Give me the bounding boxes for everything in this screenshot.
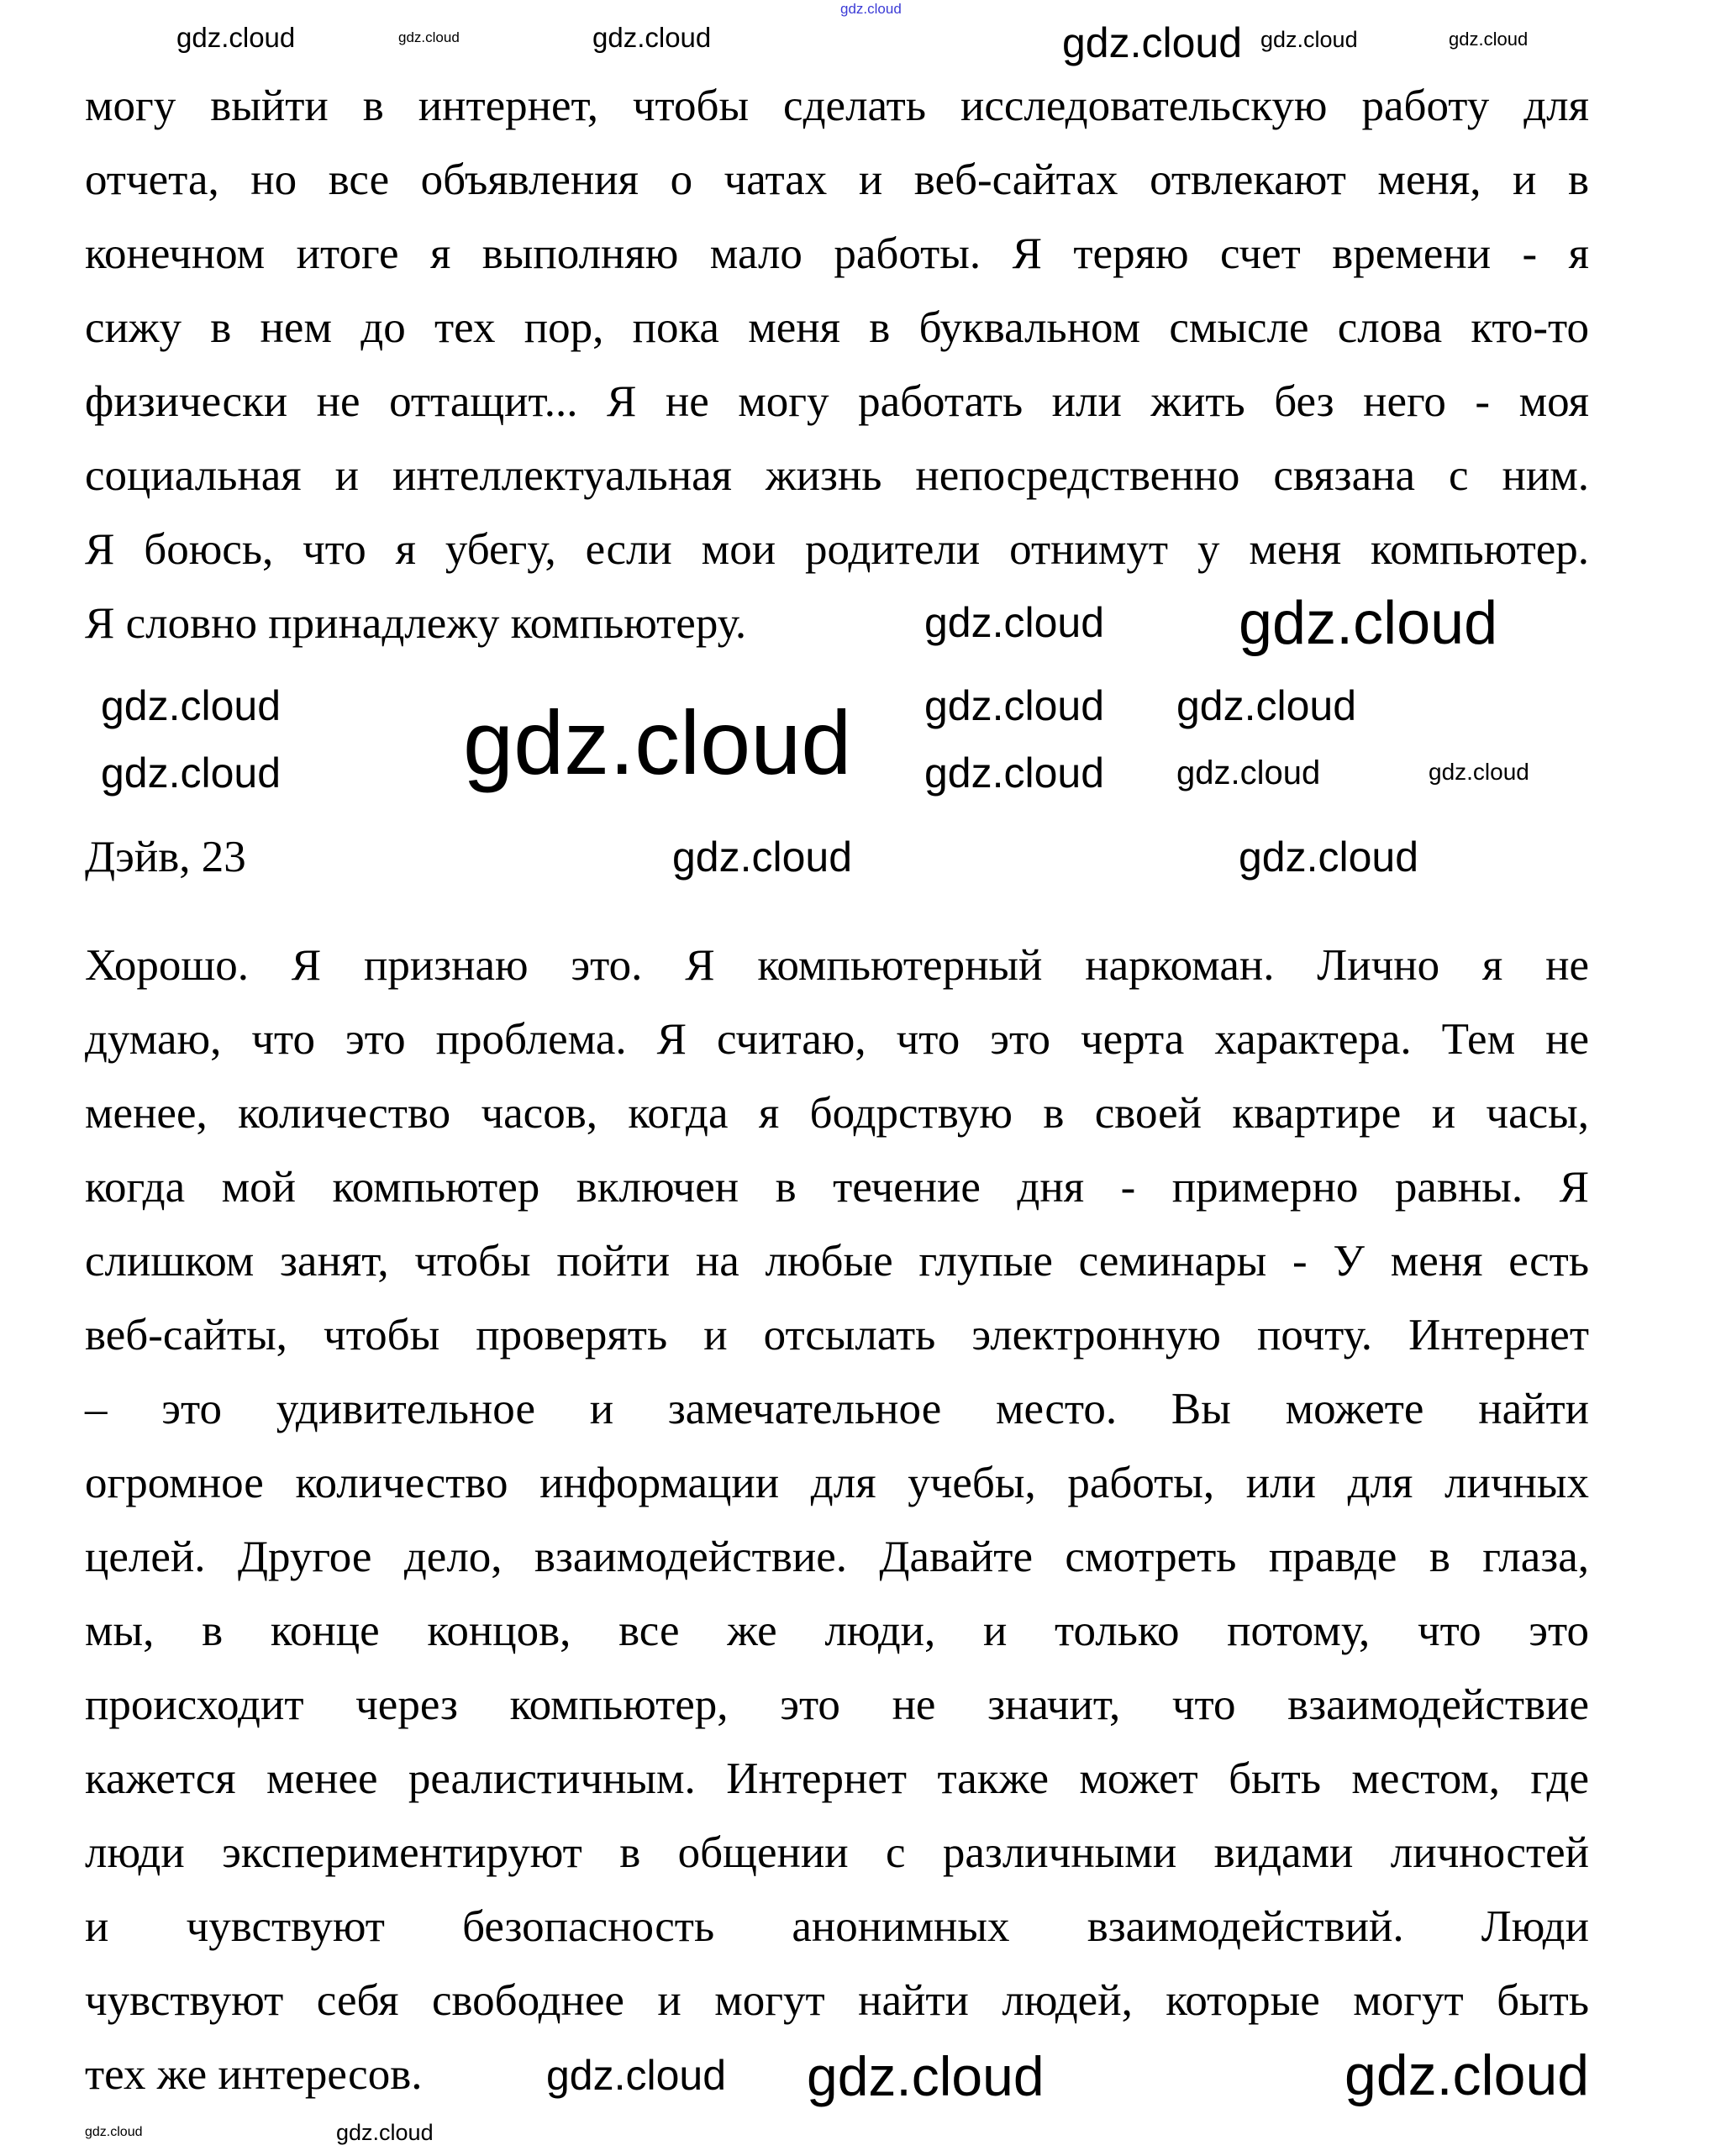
text-line: думаю, что это проблема. Я считаю, что это черта характера. Тем не (85, 1015, 1589, 1064)
watermark: gdz.cloud (101, 749, 282, 797)
watermark: gdz.cloud (807, 2045, 1045, 2107)
text-line: люди экспериментируют в общении с различными видами личностей (85, 1828, 1589, 1877)
watermark: gdz.cloud (924, 599, 1105, 646)
watermark: gdz.cloud (546, 2052, 727, 2099)
text-line: веб-сайты, чтобы проверять и отсылать электронную почту. Интернет (85, 1311, 1589, 1359)
text-line: огромное количество информации для учебы, работы, или для личных (85, 1459, 1589, 1507)
text-line: слишком занят, чтобы пойти на любые глупые семинары - У меня есть (85, 1237, 1589, 1286)
text-line: отчета, но все объявления о чатах и веб-сайтах отвлекают меня, и в (85, 155, 1589, 204)
watermark: gdz.cloud (85, 2125, 143, 2139)
text-line: – это удивительное и замечательное место. Вы можете найти (85, 1385, 1589, 1433)
header-watermark-link[interactable]: gdz.cloud (840, 1, 902, 17)
text-line: мы, в конце концов, все же люди, и только потому, что это (85, 1606, 1589, 1655)
paragraph-1 (85, 69, 1589, 660)
text-line: целей. Другое дело, взаимодействие. Давайте смотреть правде в глаза, (85, 1533, 1589, 1581)
text-line: физически не оттащит... Я не могу работать или жить без него - моя (85, 377, 1589, 426)
text-line: происходит через компьютер, это не значит, что взаимодействие (85, 1680, 1589, 1729)
text-line: тех же интересов. (85, 2050, 423, 2099)
watermark: gdz.cloud (463, 691, 852, 793)
watermark: gdz.cloud (101, 682, 282, 729)
watermark: gdz.cloud (1239, 590, 1498, 657)
watermark: gdz.cloud (398, 29, 460, 45)
text-line: когда мой компьютер включен в течение дня - примерно равны. Я (85, 1163, 1589, 1212)
watermark: gdz.cloud (176, 22, 296, 53)
watermark: gdz.cloud (336, 2120, 434, 2145)
text-line: менее, количество часов, когда я бодрствую в своей квартире и часы, (85, 1089, 1589, 1138)
text-line: Я словно принадлежу компьютеру. (85, 599, 747, 648)
paragraph-2 (85, 928, 1589, 2111)
watermark: gdz.cloud (1449, 29, 1529, 50)
watermark: gdz.cloud (1176, 682, 1357, 729)
watermark: gdz.cloud (924, 682, 1105, 729)
text-line: Я боюсь, что я убегу, если мои родители отнимут у меня компьютер. (85, 525, 1589, 574)
watermark: gdz.cloud (1260, 27, 1358, 52)
watermark: gdz.cloud (1062, 19, 1243, 66)
watermark: gdz.cloud (1344, 2043, 1590, 2107)
text-line: могу выйти в интернет, чтобы сделать исследовательскую работу для (85, 82, 1589, 130)
watermark: gdz.cloud (924, 749, 1105, 797)
watermark: gdz.cloud (672, 833, 853, 881)
text-line: сижу в нем до тех пор, пока меня в буквальном смысле слова кто-то (85, 303, 1589, 352)
text-line: кажется менее реалистичным. Интернет также может быть местом, где (85, 1754, 1589, 1803)
text-line: чувствуют себя свободнее и могут найти людей, которые могут быть (85, 1976, 1589, 2025)
watermark: gdz.cloud (1429, 759, 1529, 785)
text-line: конечном итоге я выполняю мало работы. Я теряю счет времени - я (85, 229, 1589, 278)
text-line: и чувствуют безопасность анонимных взаимодействий. Люди (85, 1902, 1589, 1951)
watermark: gdz.cloud (592, 22, 712, 53)
text-line: Хорошо. Я признаю это. Я компьютерный наркоман. Лично я не (85, 941, 1589, 990)
text-line: социальная и интеллектуальная жизнь непосредственно связана с ним. (85, 451, 1589, 500)
author-heading: Дэйв, 23 (85, 833, 246, 881)
watermark: gdz.cloud (1239, 833, 1419, 881)
watermark: gdz.cloud (1176, 755, 1321, 791)
